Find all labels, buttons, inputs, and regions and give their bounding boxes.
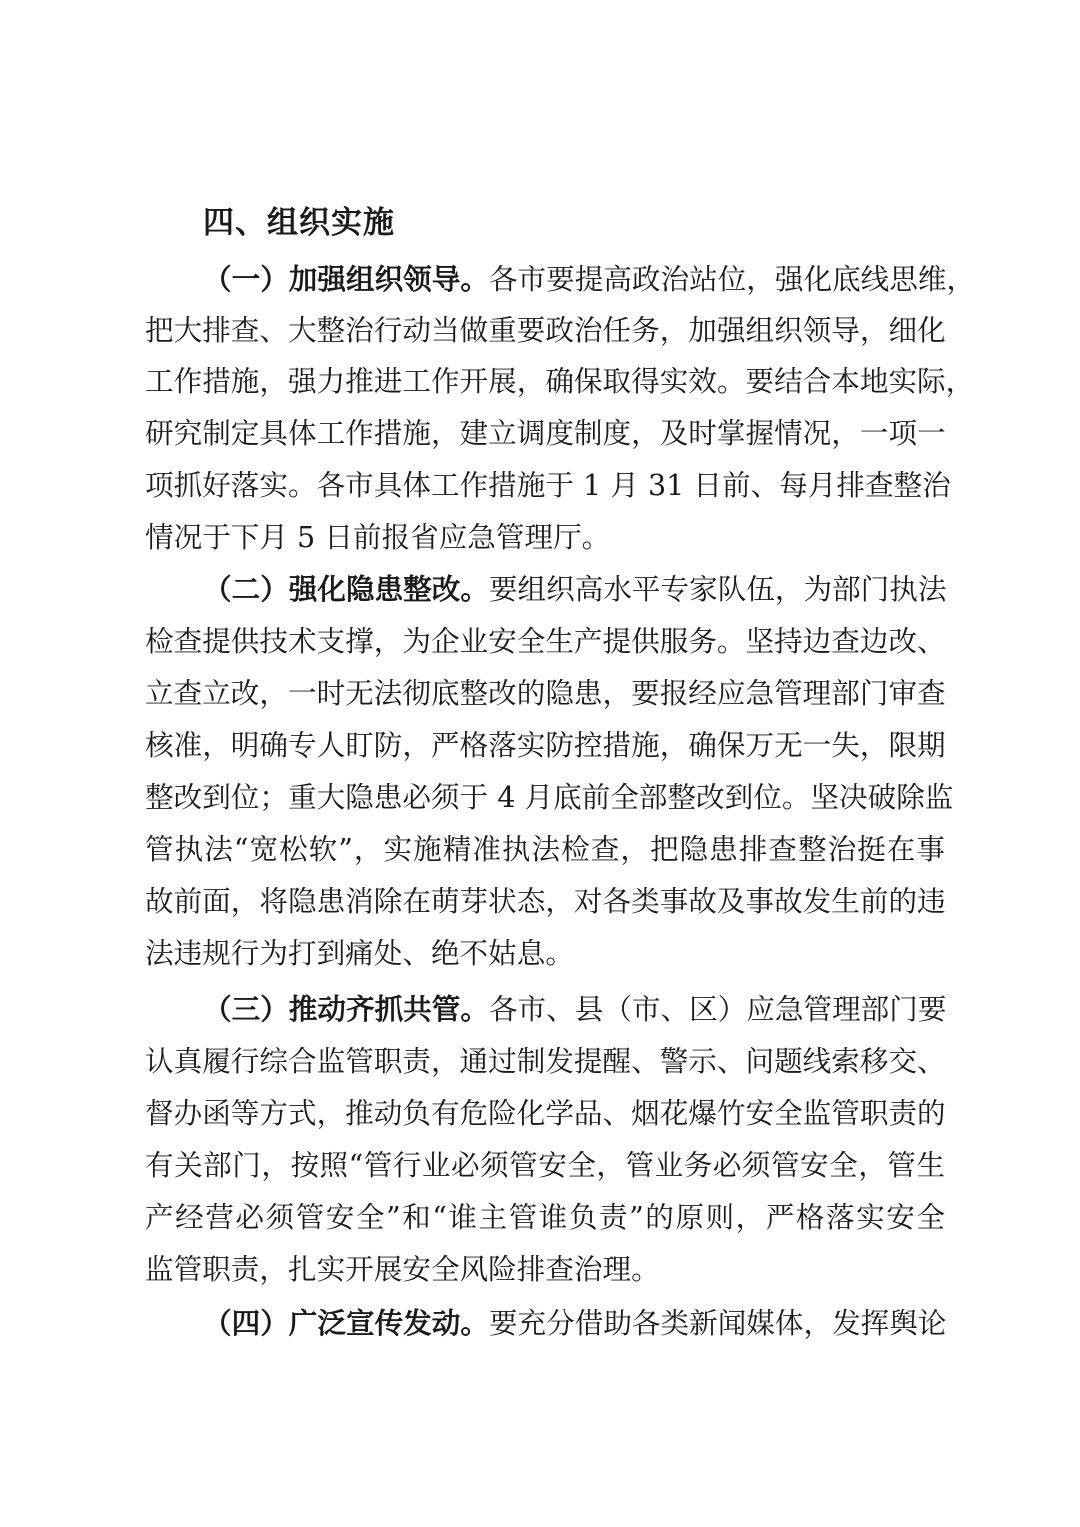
paragraph-text: 各市要提高政治站位，强化底线思维， xyxy=(488,262,976,296)
paragraph-line: 把大排查、大整治行动当做重要政治任务，加强组织领导，细化 xyxy=(145,313,946,347)
paragraph-line xyxy=(203,564,945,614)
paragraph-line: 管执法“宽松软”，实施精准执法检查，把隐患排查整治挺在事 xyxy=(145,832,945,866)
paragraph-line: 整改到位；重大隐患必须于 4 月底前全部整改到位。坚决破除监 xyxy=(145,780,954,814)
paragraph-line: 立查立改，一时无法彻底整改的隐患，要报经应急管理部门审查 xyxy=(145,676,946,710)
paragraph-line xyxy=(203,254,976,304)
paragraph-line: 检查提供技术支撑，为企业安全生产提供服务。坚持边查边改、 xyxy=(145,624,946,658)
paragraph-text: 要组织高水平专家队伍，为部门执法 xyxy=(488,572,947,606)
paragraph-line: 督办函等方式，推动负有危险化学品、烟花爆竹安全监管职责的 xyxy=(145,1096,946,1130)
paragraph-line: 项抓好落实。各市具体工作措施于 1 月 31 日前、每月排查整治 xyxy=(145,468,951,502)
paragraph-line: 核准，明确专人盯防，严格落实防控措施，确保万无一失，限期 xyxy=(145,728,946,762)
paragraph-text: 要充分借助各类新闻媒体，发挥舆论 xyxy=(488,1306,947,1340)
paragraph-line: 认真履行综合监管职责，通过制发提醒、警示、问题线索移交、 xyxy=(145,1044,946,1078)
paragraph-lead: （一）加强组织领导。 xyxy=(203,262,489,296)
paragraph-lead: （二）强化隐患整改。 xyxy=(203,572,489,606)
paragraph-text: 各市、县（市、区）应急管理部门要 xyxy=(488,992,947,1026)
paragraph-line: 产经营必须管安全”和“谁主管谁负责”的原则，严格落实安全 xyxy=(145,1200,945,1234)
paragraph-line: 情况于下月 5 日前报省应急管理厅。 xyxy=(145,520,611,554)
paragraph-line: 工作措施，强力推进工作开展，确保取得实效。要结合本地实际， xyxy=(145,364,975,398)
paragraph-line xyxy=(203,984,945,1034)
paragraph-lead: （三）推动齐抓共管。 xyxy=(203,992,489,1026)
paragraph-line: 监管职责，扎实开展安全风险排查治理。 xyxy=(145,1252,660,1286)
paragraph-line: 故前面，将隐患消除在萌芽状态，对各类事故及事故发生前的违 xyxy=(145,884,946,918)
section-heading: 四、组织实施 xyxy=(203,205,395,241)
paragraph-line: 有关部门，按照“管行业必须管安全，管业务必须管安全，管生 xyxy=(145,1148,945,1182)
paragraph-lead: （四）广泛宣传发动。 xyxy=(203,1306,489,1340)
paragraph-line: 法违规行为打到痛处、绝不姑息。 xyxy=(145,936,574,970)
paragraph-line: 研究制定具体工作措施，建立调度制度，及时掌握情况，一项一 xyxy=(145,416,946,450)
paragraph-line xyxy=(203,1298,945,1348)
